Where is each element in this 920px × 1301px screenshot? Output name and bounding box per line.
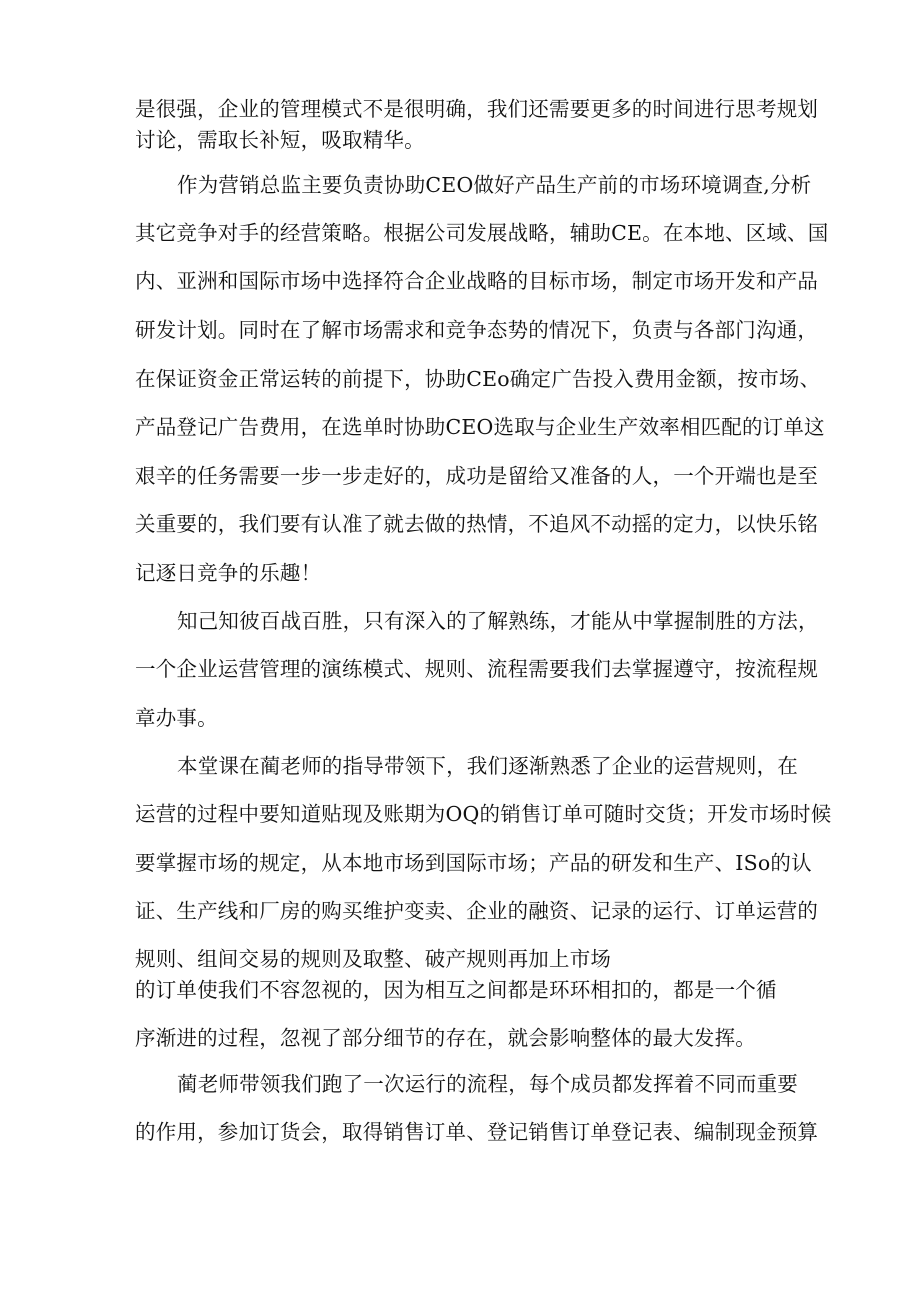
text-line: 章办事。 bbox=[135, 706, 218, 730]
paragraph-start-line: 知己知彼百战百胜，只有深入的了解熟练，才能从中掌握制胜的方法， bbox=[177, 609, 819, 633]
text-line: 内、亚洲和国际市场中选择符合企业战略的目标市场，制定市场开发和产品 bbox=[135, 269, 819, 293]
text-line: 在保证资金正常运转的前提下，协助CEo确定广告投入费用金额，按市场、 bbox=[135, 367, 821, 391]
text-line: 研发计划。同时在了解市场需求和竞争态势的情况下，负责与各部门沟通， bbox=[135, 318, 819, 342]
text-line: 要掌握市场的规定，从本地市场到国际市场；产品的研发和生产、ISo的认 bbox=[135, 851, 812, 875]
paragraph-start-line: 作为营销总监主要负责协助CEO做好产品生产前的市场环境调查,分析 bbox=[177, 173, 812, 197]
text-line: 序渐进的过程，忽视了部分细节的存在，就会影响整体的最大发挥。 bbox=[135, 1026, 756, 1050]
text-line: 产品登记广告费用，在选单时协助CEO选取与企业生产效率相匹配的订单这 bbox=[135, 415, 825, 439]
text-line: 是很强，企业的管理模式不是很明确，我们还需要更多的时间进行思考规划 bbox=[135, 97, 819, 121]
text-line: 证、生产线和厂房的购买维护变卖、企业的融资、记录的运行、订单运营的 bbox=[135, 899, 819, 923]
text-line: 艰辛的任务需要一步一步走好的，成功是留给又准备的人，一个开端也是至 bbox=[135, 464, 819, 488]
text-line: 规则、组间交易的规则及取整、破产规则再加上市场 bbox=[135, 947, 612, 971]
text-line: 的作用，参加订货会，取得销售订单、登记销售订单登记表、编制现金预算 bbox=[135, 1120, 819, 1144]
text-line: 讨论，需取长补短，吸取精华。 bbox=[135, 128, 425, 152]
text-line: 的订单使我们不容忽视的，因为相互之间都是环环相扣的，都是一个循 bbox=[135, 978, 777, 1002]
text-line: 记逐日竞争的乐趣！ bbox=[135, 561, 322, 585]
paragraph-start-line: 本堂课在蔺老师的指导带领下，我们逐渐熟悉了企业的运营规则，在 bbox=[177, 754, 798, 778]
paragraph-start-line: 蔺老师带领我们跑了一次运行的流程，每个成员都发挥着不同而重要 bbox=[177, 1072, 798, 1096]
text-line: 运营的过程中要知道贴现及账期为OQ的销售订单可随时交货；开发市场时候 bbox=[135, 802, 832, 826]
text-line: 其它竞争对手的经营策略。根据公司发展战略，辅助CE。在本地、区域、国 bbox=[135, 221, 829, 245]
text-line: 关重要的，我们要有认准了就去做的热情，不追风不动摇的定力，以快乐铭 bbox=[135, 512, 819, 536]
text-line: 一个企业运营管理的演练模式、规则、流程需要我们去掌握遵守，按流程规 bbox=[135, 657, 819, 681]
